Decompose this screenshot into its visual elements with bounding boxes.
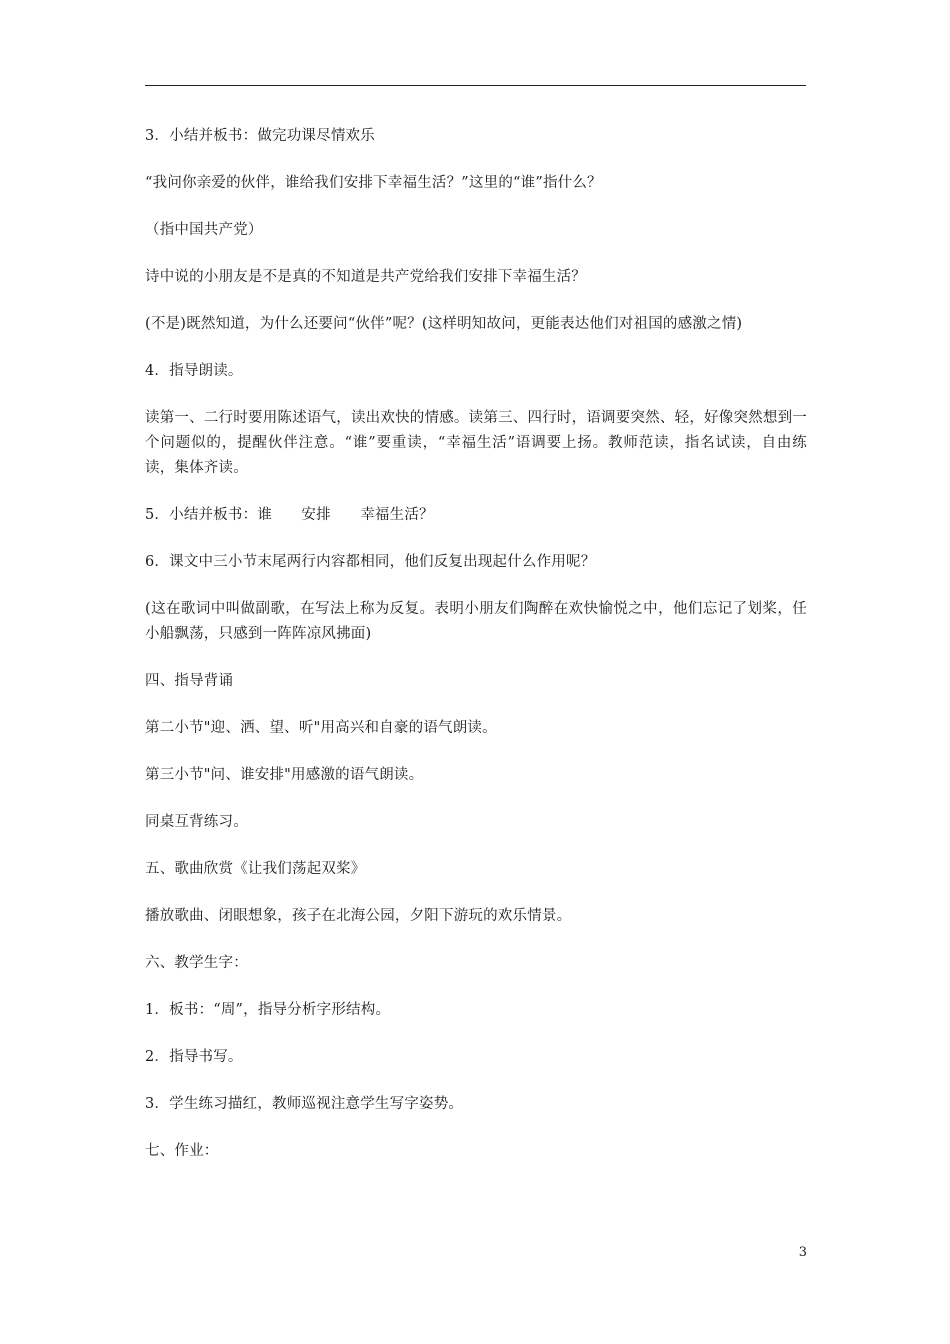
paragraph-play-song: 播放歌曲、闭眼想象，孩子在北海公园，夕阳下游玩的欢乐情景。 (145, 908, 572, 924)
paragraph-summary-3: 3．小结并板书：做完功课尽情欢乐 (145, 128, 375, 144)
page-number: 3 (798, 1245, 807, 1260)
paragraph-desk-practice: 同桌互背练习。 (145, 814, 248, 830)
paragraph-question-who: “我问你亲爱的伙伴，谁给我们安排下幸福生活？”这里的“谁”指什么？ (145, 175, 602, 191)
paragraph-chorus-explain: (这在歌词中叫做副歌，在写法上称为反复。表明小朋友们陶醉在欢快愉悦之中，他们忘记了划桨，任小船飘荡，只感到一阵阵凉风拂面) (145, 601, 807, 642)
paragraph-char-step-3: 3．学生练习描红，教师巡视注意学生写字姿势。 (145, 1096, 464, 1112)
paragraph-answer-gratitude: (不是)既然知道，为什么还要问“伙伴”呢？(这样明知故问，更能表达他们对祖国的感激之情) (145, 316, 743, 332)
header-rule (145, 85, 806, 86)
paragraph-stanza-2: 第二小节"迎、洒、望、听"用高兴和自豪的语气朗读。 (145, 720, 497, 736)
paragraph-step-6: 6．课文中三小节末尾两行内容都相同，他们反复出现起什么作用呢？ (145, 554, 596, 570)
paragraph-reading-guide: 读第一、二行时要用陈述语气，读出欢快的情感。读第三、四行时，语调要突然、轻，好像突然想到一个问题似的，提醒伙伴注意。“谁”要重读，“幸福生活”语调要上扬。教师范读，指名试读，自由练读，集体齐读。 (145, 410, 807, 476)
section-heading-recite: 四、指导背诵 (145, 673, 234, 689)
paragraph-char-step-1: 1．板书：“周”，指导分析字形结构。 (145, 1002, 391, 1018)
section-heading-characters: 六、教学生字： (145, 955, 248, 971)
section-heading-homework: 七、作业： (145, 1143, 219, 1159)
paragraph-question-know: 诗中说的小朋友是不是真的不知道是共产党给我们安排下幸福生活？ (145, 269, 586, 285)
paragraph-stanza-3: 第三小节"问、谁安排"用感激的语气朗读。 (145, 767, 424, 783)
paragraph-char-step-2: 2．指导书写。 (145, 1049, 243, 1065)
paragraph-step-4: 4．指导朗读。 (145, 363, 243, 379)
paragraph-summary-5: 5．小结并板书：谁 安排 幸福生活？ (145, 507, 434, 523)
section-heading-song: 五、歌曲欣赏《让我们荡起双桨》 (145, 861, 366, 877)
document-body (145, 124, 807, 1186)
paragraph-answer-party: （指中国共产党） (145, 222, 263, 238)
